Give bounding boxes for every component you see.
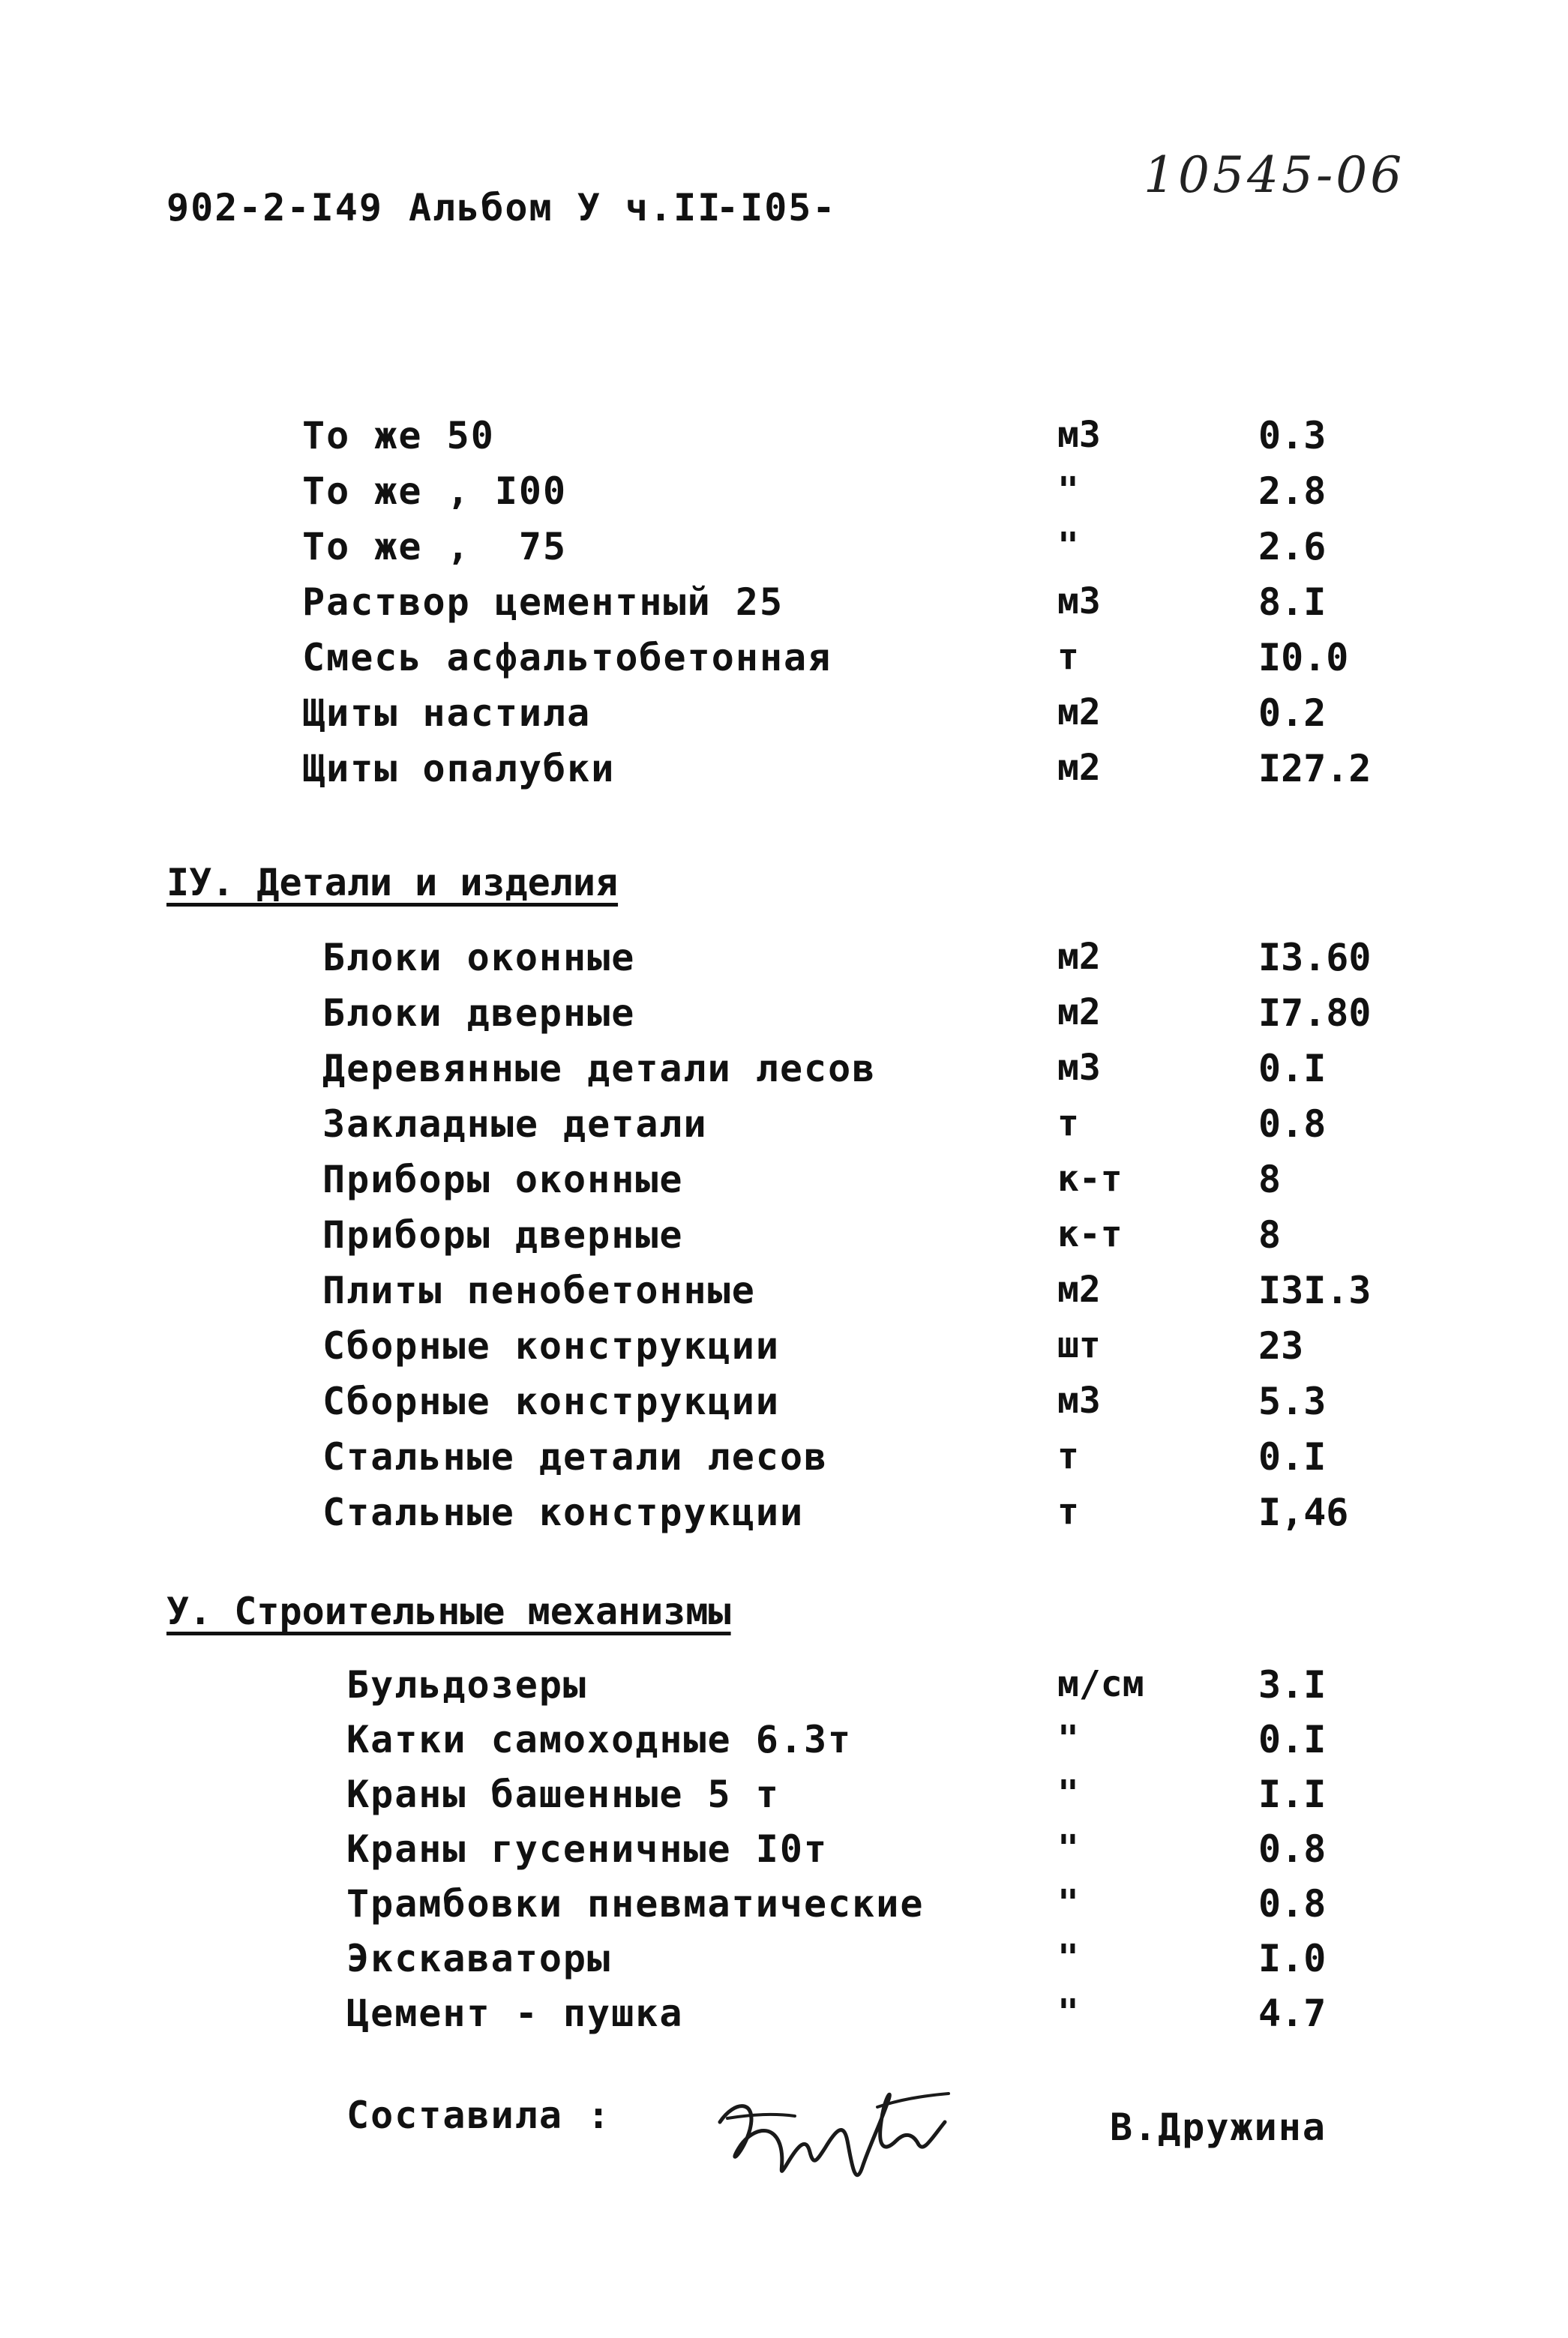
item-name: Деревянные детали лесов bbox=[322, 1047, 877, 1090]
table-row bbox=[0, 1380, 1568, 1435]
handwritten-number: 10545-06 bbox=[1144, 146, 1405, 204]
item-name: Экскаваторы bbox=[346, 1937, 612, 1980]
item-name: Стальные детали лесов bbox=[322, 1435, 829, 1479]
table-row bbox=[0, 580, 1568, 636]
table-row bbox=[0, 1269, 1568, 1324]
item-qty: 3.I bbox=[1258, 1663, 1327, 1707]
table-row bbox=[0, 1213, 1568, 1269]
item-name: Смесь асфальтобетонная bbox=[302, 636, 832, 679]
item-unit: " bbox=[1057, 1773, 1079, 1815]
item-qty: I27.2 bbox=[1258, 747, 1372, 790]
table-row bbox=[0, 1827, 1568, 1883]
table-row bbox=[0, 1663, 1568, 1719]
item-qty: I,46 bbox=[1258, 1491, 1349, 1534]
item-qty: 0.8 bbox=[1258, 1827, 1327, 1871]
item-name: Краны башенные 5 т bbox=[346, 1773, 780, 1816]
item-name: Бульдозеры bbox=[346, 1663, 588, 1707]
item-qty: I3I.3 bbox=[1258, 1269, 1372, 1312]
handwritten-signature bbox=[705, 2077, 960, 2205]
item-unit: м/см bbox=[1057, 1663, 1144, 1705]
item-qty: 0.3 bbox=[1258, 414, 1327, 457]
item-qty: 0.8 bbox=[1258, 1102, 1327, 1146]
item-name: То же , I00 bbox=[302, 469, 568, 513]
item-qty: 0.I bbox=[1258, 1435, 1327, 1479]
item-unit: м2 bbox=[1057, 936, 1101, 978]
item-unit: к-т bbox=[1057, 1158, 1123, 1200]
item-unit: м3 bbox=[1057, 414, 1101, 456]
item-qty: 2.6 bbox=[1258, 525, 1327, 568]
item-name: То же , 75 bbox=[302, 525, 568, 568]
item-unit: " bbox=[1057, 469, 1079, 511]
item-unit: м3 bbox=[1057, 1047, 1101, 1089]
item-unit: м2 bbox=[1057, 1269, 1101, 1311]
item-qty: 0.8 bbox=[1258, 1882, 1327, 1926]
page-number: -I05- bbox=[716, 186, 837, 229]
item-qty: 8 bbox=[1258, 1213, 1282, 1257]
compiled-by-label: Составила : bbox=[346, 2094, 612, 2137]
item-unit: т bbox=[1057, 1491, 1079, 1533]
item-unit: " bbox=[1057, 1827, 1079, 1869]
item-unit: " bbox=[1057, 1718, 1079, 1760]
table-row bbox=[0, 1937, 1568, 1992]
item-name: Блоки дверные bbox=[322, 991, 636, 1035]
compiler-name: В.Дружина bbox=[1110, 2106, 1327, 2149]
album-label: Альбом У ч.II bbox=[409, 186, 722, 229]
item-name: Раствор цементный 25 bbox=[302, 580, 784, 624]
item-unit: к-т bbox=[1057, 1213, 1123, 1255]
item-qty: I.0 bbox=[1258, 1937, 1327, 1980]
item-qty: I0.0 bbox=[1258, 636, 1349, 679]
item-qty: I.I bbox=[1258, 1773, 1327, 1816]
table-row bbox=[0, 1882, 1568, 1938]
table-row bbox=[0, 1102, 1568, 1158]
item-unit: м2 bbox=[1057, 991, 1101, 1033]
item-unit: м3 bbox=[1057, 580, 1101, 622]
item-qty: 0.2 bbox=[1258, 691, 1327, 735]
table-row bbox=[0, 1158, 1568, 1213]
item-name: Щиты настила bbox=[302, 691, 592, 735]
table-row bbox=[0, 747, 1568, 802]
item-unit: " bbox=[1057, 1992, 1079, 2034]
item-name: Трамбовки пневматические bbox=[346, 1882, 925, 1926]
table-row bbox=[0, 1047, 1568, 1102]
table-row bbox=[0, 525, 1568, 580]
item-name: Катки самоходные 6.3т bbox=[346, 1718, 853, 1761]
item-unit: " bbox=[1057, 525, 1079, 567]
item-unit: " bbox=[1057, 1937, 1079, 1979]
item-qty: 23 bbox=[1258, 1324, 1304, 1368]
item-qty: 0.I bbox=[1258, 1047, 1327, 1090]
item-unit: т bbox=[1057, 1435, 1079, 1477]
table-row bbox=[0, 414, 1568, 469]
item-unit: " bbox=[1057, 1882, 1079, 1924]
item-name: Приборы дверные bbox=[322, 1213, 684, 1257]
table-row bbox=[0, 1718, 1568, 1773]
section-5-title: У. Строительные механизмы bbox=[166, 1590, 731, 1633]
table-row bbox=[0, 691, 1568, 747]
item-unit: т bbox=[1057, 636, 1079, 678]
doc-code: 902-2-I49 bbox=[166, 186, 383, 229]
item-qty: I3.60 bbox=[1258, 936, 1372, 979]
item-name: Приборы оконные bbox=[322, 1158, 684, 1201]
table-row bbox=[0, 1324, 1568, 1380]
item-name: Краны гусеничные I0т bbox=[346, 1827, 829, 1871]
item-name: Закладные детали bbox=[322, 1102, 708, 1146]
item-name: То же 50 bbox=[302, 414, 495, 457]
item-name: Сборные конструкции bbox=[322, 1324, 780, 1368]
table-row bbox=[0, 936, 1568, 991]
item-qty: 4.7 bbox=[1258, 1992, 1327, 2035]
item-qty: 2.8 bbox=[1258, 469, 1327, 513]
item-name: Стальные конструкции bbox=[322, 1491, 805, 1534]
table-row bbox=[0, 469, 1568, 525]
table-row bbox=[0, 991, 1568, 1047]
item-unit: т bbox=[1057, 1102, 1079, 1144]
table-row bbox=[0, 1992, 1568, 2047]
item-qty: 5.3 bbox=[1258, 1380, 1327, 1423]
table-row bbox=[0, 1491, 1568, 1546]
item-name: Плиты пенобетонные bbox=[322, 1269, 756, 1312]
item-name: Блоки оконные bbox=[322, 936, 636, 979]
item-unit: м3 bbox=[1057, 1380, 1101, 1422]
table-row bbox=[0, 636, 1568, 691]
item-name: Сборные конструкции bbox=[322, 1380, 780, 1423]
item-unit: м2 bbox=[1057, 747, 1101, 789]
item-qty: 0.I bbox=[1258, 1718, 1327, 1761]
section-4-title: IУ. Детали и изделия bbox=[166, 861, 619, 904]
table-row bbox=[0, 1435, 1568, 1491]
item-qty: 8 bbox=[1258, 1158, 1282, 1201]
item-qty: I7.80 bbox=[1258, 991, 1372, 1035]
item-qty: 8.I bbox=[1258, 580, 1327, 624]
item-name: Щиты опалубки bbox=[302, 747, 616, 790]
item-name: Цемент - пушка bbox=[346, 1992, 684, 2035]
table-row bbox=[0, 1773, 1568, 1828]
item-unit: м2 bbox=[1057, 691, 1101, 733]
item-unit: шт bbox=[1057, 1324, 1101, 1366]
